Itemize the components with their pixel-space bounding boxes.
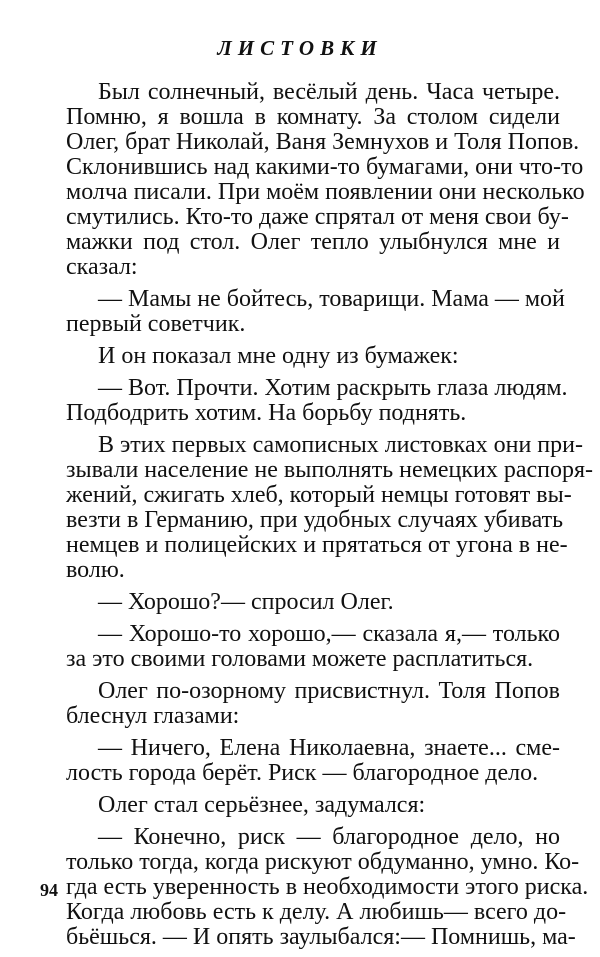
text-line: сказал:	[66, 254, 138, 280]
text-line: Олег по-озорному присвистнул. Толя Попов	[98, 678, 560, 704]
page-title: ЛИСТОВКИ	[217, 36, 383, 60]
paragraph	[66, 736, 560, 786]
page-number: 94	[40, 880, 58, 900]
text-line: В этих первых самописных листовках они при-	[98, 432, 583, 458]
text-line: только тогда, когда рискуют обдуманно, умно. Ко-	[66, 849, 580, 875]
text-line: — Мамы не бойтесь, товарищи. Мама — мой	[98, 286, 565, 312]
text-line: смутились. Кто-то даже спрятал от меня свои бу-	[66, 204, 569, 230]
page-body-text	[66, 79, 594, 957]
paragraph	[66, 590, 560, 615]
text-line: волю.	[66, 557, 125, 583]
text-line: Олег, брат Николай, Ваня Земнухов и Толя Попов.	[66, 129, 580, 155]
text-line: гда есть уверенность в необходимости этого риска.	[66, 874, 589, 900]
paragraph	[66, 679, 560, 729]
text-line: Был солнечный, весёлый день. Часа четыре.	[98, 79, 560, 105]
paragraph	[66, 344, 560, 369]
paragraph	[66, 824, 589, 950]
text-line: И он показал мне одну из бумажек:	[98, 343, 459, 369]
text-line: Олег стал серьёзнее, задумался:	[98, 792, 426, 818]
text-line: мажки под стол. Олег тепло улыбнулся мне и	[66, 229, 560, 255]
text-line: жений, сжигать хлеб, который немцы готовят вы-	[66, 482, 572, 508]
text-line: Помню, я вошла в комнату. За столом сидели	[66, 104, 560, 130]
text-line: зывали население не выполнять немецких распоря-	[66, 457, 594, 483]
text-line: — Хорошо?— спросил Олег.	[98, 589, 394, 615]
paragraph	[66, 375, 568, 426]
text-line: за это своими головами можете расплатиться.	[66, 646, 534, 672]
paragraph	[66, 622, 560, 672]
paragraph	[66, 286, 565, 337]
text-line: молча писали. При моём появлении они несколько	[66, 179, 585, 205]
text-line: — Вот. Прочти. Хотим раскрыть глаза людям.	[98, 375, 568, 401]
paragraph	[66, 793, 560, 818]
text-line: — Ничего, Елена Николаевна, знаете... сме-	[98, 735, 560, 761]
text-line: Подбодрить хотим. На борьбу поднять.	[66, 400, 467, 426]
paragraph	[66, 79, 585, 280]
text-line: Склонившись над какими-то бумагами, они что-то	[66, 154, 584, 180]
text-line: Когда любовь есть к делу. А любишь— всего до-	[66, 899, 567, 925]
text-line: — Хорошо-то хорошо,— сказала я,— только	[98, 621, 560, 647]
text-line: блеснул глазами:	[66, 703, 240, 729]
text-line: первый советчик.	[66, 311, 246, 337]
paragraph	[66, 432, 594, 583]
text-line: — Конечно, риск — благородное дело, но	[98, 824, 560, 850]
text-line: лость города берёт. Риск — благородное дело.	[66, 760, 539, 786]
text-line: бьёшься. — И опять заулыбался:— Помнишь, ма-	[66, 924, 576, 950]
text-line: везти в Германию, при удобных случаях убивать	[66, 507, 564, 533]
text-line: немцев и полицейских и прятаться от угона в не-	[66, 532, 568, 558]
